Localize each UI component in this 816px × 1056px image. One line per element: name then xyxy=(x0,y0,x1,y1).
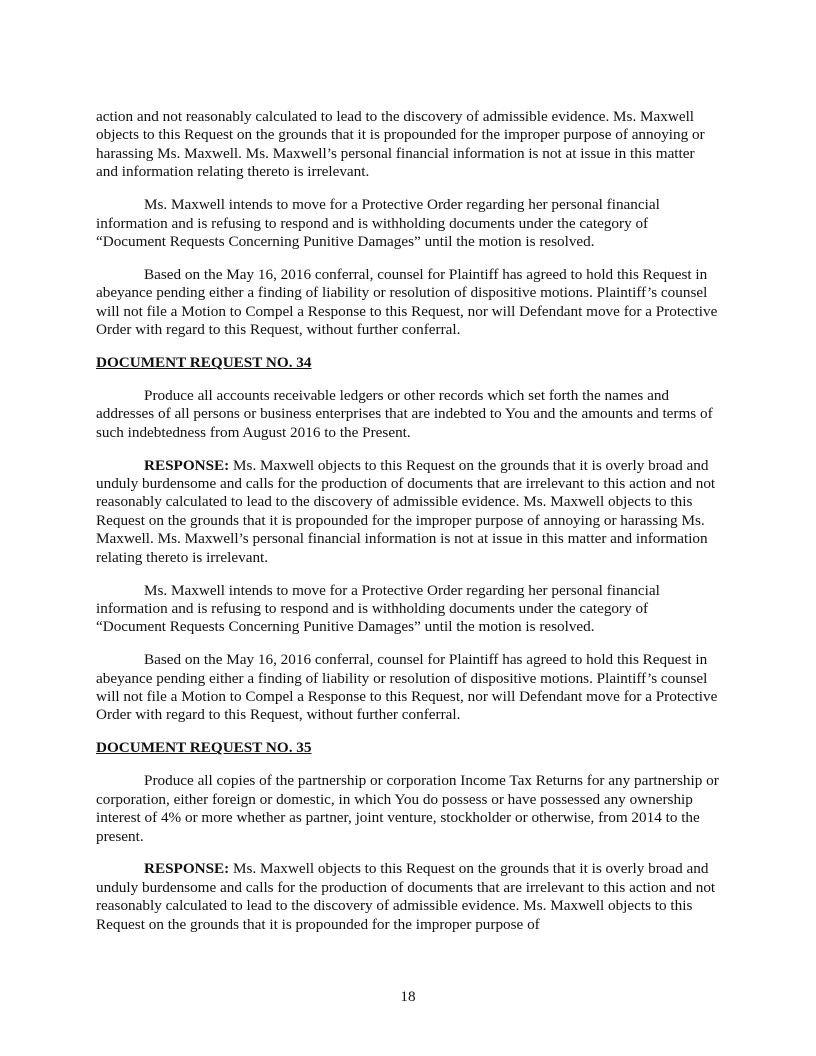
response-text: Ms. Maxwell objects to this Request on the grounds that it is overly broad and unduly burdensome and calls for the production of documents that are irrelevant to this action and not reasonably calculated to lead to the discovery of admissible evidence. Ms. Maxwell objects to this Request on the grounds that it is propounded for the improper purpose of xyxy=(96,860,716,933)
paragraph-conferral: Based on the May 16, 2016 conferral, counsel for Plaintiff has agreed to hold this Request in abeyance pending either a finding of liability or resolution of dispositive motions. Plaintiff’s counsel will not file a Motion to Compel a Response to this Request, nor will Defendant move for a Protective Order with regard to this Request, without further conferral. xyxy=(96,265,718,339)
response-text: Ms. Maxwell objects to this Request on the grounds that it is overly broad and unduly burdensome and calls for the production of documents that are irrelevant to this action and not reasonably calculated to lead to the discovery of admissible evidence. Ms. Maxwell objects to this Request on the grounds that it is propounded for the improper purpose of annoying or harassing Ms. Maxwell. Ms. Maxwell’s personal financial information is not at issue in this matter and information relating thereto is irrelevant. xyxy=(96,456,716,566)
paragraph-response-34 xyxy=(96,457,720,567)
response-label: RESPONSE: xyxy=(144,456,230,474)
paragraph-request-35: Produce all copies of the partnership or corporation Income Tax Returns for any partnership or corporation, either foreign or domestic, in which You do possess or have possessed any ownership interest of 4% or more whether as partner, joint venture, stockholder or otherwise, from 2014 to the present. xyxy=(96,772,719,845)
paragraph-conferral: Based on the May 16, 2016 conferral, counsel for Plaintiff has agreed to hold this Request in abeyance pending either a finding of liability or resolution of dispositive motions. Plaintiff’s counsel will not file a Motion to Compel a Response to this Request, nor will Defendant move for a Protective Order with regard to this Request, without further conferral. xyxy=(96,651,718,724)
heading-request-34: DOCUMENT REQUEST NO. 34 xyxy=(96,353,312,371)
page-number: 18 xyxy=(400,988,416,1005)
heading-request-35: DOCUMENT REQUEST NO. 35 xyxy=(96,739,312,757)
paragraph-continuation: action and not reasonably calculated to lead to the discovery of admissible evidence. Ms. Maxwell objects to this Request on the grounds that it is propounded for the improper purpose of annoying or harassing Ms. Maxwell. Ms. Maxwell’s personal financial information is not at issue in this matter and information relating thereto is irrelevant. xyxy=(96,108,705,181)
paragraph-request-34: Produce all accounts receivable ledgers or other records which set forth the names and addresses of all persons or business enterprises that are indebted to You and the amounts and terms of such indebtedness from August 2016 to the Present. xyxy=(96,386,713,441)
paragraph-protective-order: Ms. Maxwell intends to move for a Protective Order regarding her personal financial information and is refusing to respond and is withholding documents under the category of “Document Requests Concerning Punitive Damages” until the motion is resolved. xyxy=(96,581,660,636)
paragraph-protective-order: Ms. Maxwell intends to move for a Protective Order regarding her personal financial information and is refusing to respond and is withholding documents under the category of “Document Requests Concerning Punitive Damages” until the motion is resolved. xyxy=(96,196,660,250)
document-page xyxy=(96,108,720,949)
response-label: RESPONSE: xyxy=(144,860,230,878)
paragraph-response-35 xyxy=(96,860,720,934)
